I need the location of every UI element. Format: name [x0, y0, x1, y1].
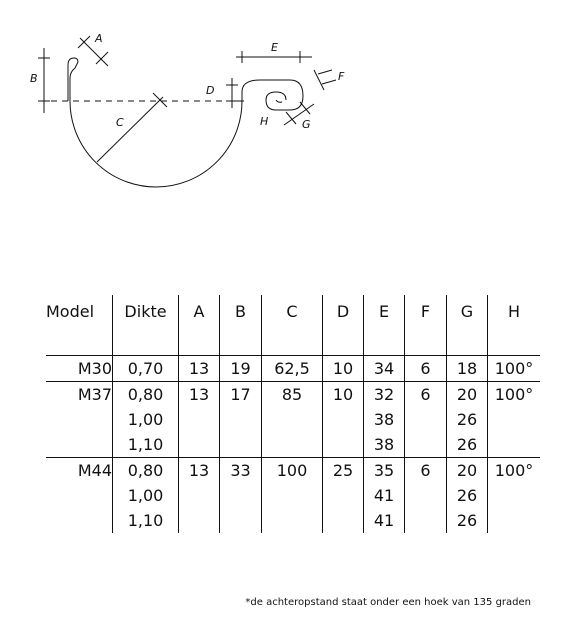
- header-b: B: [220, 295, 262, 333]
- cell-dikte: 0,80 1,00 1,10: [113, 458, 179, 534]
- cell-model: M30: [46, 356, 113, 382]
- cell-b: 17: [220, 382, 262, 458]
- cell-model: M44: [46, 458, 113, 534]
- cell-g: 20 26 26: [447, 458, 488, 534]
- cell-c: 85: [262, 382, 323, 458]
- cell-c: 100: [262, 458, 323, 534]
- cell-a: 13: [179, 458, 220, 534]
- header-c: C: [262, 295, 323, 333]
- cell-model: M37: [46, 382, 113, 458]
- cell-h: 100°: [488, 356, 541, 382]
- cell-e: 32 38 38: [364, 382, 405, 458]
- cell-b: 19: [220, 356, 262, 382]
- dim-c-line: [97, 97, 163, 162]
- header-h: H: [488, 295, 541, 333]
- cell-d: 10: [323, 356, 364, 382]
- cell-dikte: 0,80 1,00 1,10: [113, 382, 179, 458]
- cell-e: 35 41 41: [364, 458, 405, 534]
- table-row: [46, 382, 540, 458]
- header-f: F: [405, 295, 447, 333]
- cell-g: 20 26 26: [447, 382, 488, 458]
- cell-d: 10: [323, 382, 364, 458]
- table-row: [46, 458, 540, 534]
- dim-c-label: C: [116, 116, 124, 129]
- cell-f: 6: [405, 458, 447, 534]
- cell-dikte: 0,70: [113, 356, 179, 382]
- cell-d: 25: [323, 458, 364, 534]
- header-model: Model: [46, 302, 95, 321]
- cell-h: 100°: [488, 458, 541, 534]
- cell-a: 13: [179, 356, 220, 382]
- footnote: *de achteropstand staat onder een hoek van 135 graden: [245, 597, 531, 608]
- cell-f: 6: [405, 356, 447, 382]
- table-header-row: [46, 295, 540, 333]
- cell-f: 6: [405, 382, 447, 458]
- header-d: D: [323, 295, 364, 333]
- cell-h: 100°: [488, 382, 541, 458]
- cell-e: 34: [364, 356, 405, 382]
- dim-b-label: B: [30, 72, 38, 85]
- specification-table: [46, 295, 540, 533]
- header-dikte: Dikte: [113, 295, 179, 333]
- gutter-profile-diagram: [0, 0, 583, 200]
- header-a: A: [179, 295, 220, 333]
- dim-g-label: G: [302, 118, 311, 131]
- dim-a-label: A: [95, 32, 103, 45]
- dim-f-label: F: [338, 70, 345, 83]
- header-e: E: [364, 295, 405, 333]
- cell-a: 13: [179, 382, 220, 458]
- dim-d-label: D: [206, 84, 215, 97]
- cell-c: 62,5: [262, 356, 323, 382]
- dim-e-label: E: [271, 41, 278, 54]
- cell-g: 18: [447, 356, 488, 382]
- dim-h-label: H: [260, 115, 269, 128]
- cell-b: 33: [220, 458, 262, 534]
- header-g: G: [447, 295, 488, 333]
- table-row: [46, 356, 540, 382]
